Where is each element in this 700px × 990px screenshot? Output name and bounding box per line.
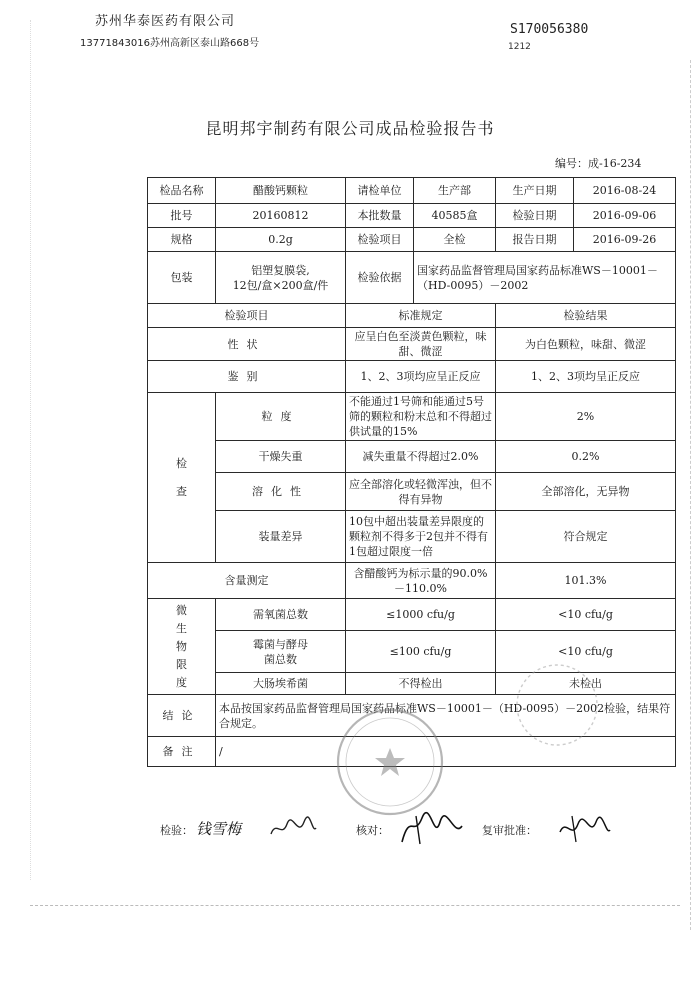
product-label: 检品名称 (148, 178, 216, 204)
mold-name-text: 霉菌与酵母菌总数 (253, 637, 308, 666)
check-group-label (148, 393, 216, 563)
report-date-label: 报告日期 (496, 228, 574, 252)
micro-group-label (148, 599, 216, 695)
scan-edge-line-right (690, 60, 692, 930)
tester-signature: 钱雪梅 (196, 820, 242, 838)
pack-line-2: 12包/盒×200盒/件 (232, 278, 329, 292)
batch-value: 20160812 (216, 204, 346, 228)
check-group-text: 检查 (176, 456, 187, 498)
approver-label: 复审批准： (482, 824, 537, 837)
solubility-standard: 应全部溶化或轻微浑浊，但不得有异物 (346, 473, 496, 511)
item-label: 检验项目 (346, 228, 414, 252)
ecoli-result: 未检出 (496, 673, 676, 695)
pack-label: 包装 (148, 252, 216, 304)
drying-result: 0.2% (496, 441, 676, 473)
granularity-result: 2% (496, 393, 676, 441)
sender-company: 苏州华泰医药有限公司 (95, 14, 236, 29)
approver-signature-scribble (556, 812, 612, 846)
pack-line-1: 铝塑复膜袋, (251, 263, 310, 277)
assay-standard: 含醋酸钙为标示量的90.0%－110.0% (346, 563, 496, 599)
aerobic-name: 需氧菌总数 (216, 599, 346, 631)
solubility-result: 全部溶化，无异物 (496, 473, 676, 511)
identify-name: 鉴别 (148, 361, 346, 393)
scan-edge-line (30, 905, 680, 906)
basis-value: 国家药品监督管理局国家药品标准WS－10001－（HD-0095）－2002 (414, 252, 676, 304)
tester-label: 检验： (160, 824, 193, 837)
granularity-name: 粒度 (216, 393, 346, 441)
report-title: 昆明邦宇制药有限公司成品检验报告书 (205, 119, 495, 138)
mold-name (216, 631, 346, 673)
test-date-value: 2016-09-06 (574, 204, 676, 228)
page-code: 1212 (508, 42, 531, 52)
assay-result: 101.3% (496, 563, 676, 599)
report-date-value: 2016-09-26 (574, 228, 676, 252)
drying-standard: 减失重量不得超过2.0% (346, 441, 496, 473)
doc-number: 编号：成-16-234 (555, 157, 642, 170)
identify-result: 1、2、3项均呈正反应 (496, 361, 676, 393)
aerobic-result: <10 cfu/g (496, 599, 676, 631)
micro-group-text: 微生物限度 (176, 603, 187, 689)
appearance-standard: 应呈白色至淡黄色颗粒，味甜、微涩 (346, 328, 496, 361)
drying-name: 干燥失重 (216, 441, 346, 473)
sender-phone-address: 13771843016苏州高新区泰山路668号 (80, 38, 260, 49)
fill-standard: 10包中超出装量差异限度的颗粒剂不得多于2包并不得有1包超过限度一倍 (346, 511, 496, 563)
scan-edge-line-left (30, 20, 32, 880)
pack-value (216, 252, 346, 304)
appearance-result: 为白色颗粒，味甜、微涩 (496, 328, 676, 361)
dept-label: 请检单位 (346, 178, 414, 204)
appearance-name: 性状 (148, 328, 346, 361)
conclusion-name: 结论 (148, 695, 216, 737)
fill-result: 符合规定 (496, 511, 676, 563)
granularity-standard: 不能通过1号筛和能通过5号筛的颗粒和粉末总和不得超过供试量的15% (346, 393, 496, 441)
col-item-header: 检验项目 (148, 304, 346, 328)
solubility-name: 溶化性 (216, 473, 346, 511)
faint-seal-icon (512, 660, 602, 750)
basis-label: 检验依据 (346, 252, 414, 304)
mold-standard: ≤100 cfu/g (346, 631, 496, 673)
ecoli-name: 大肠埃希菌 (216, 673, 346, 695)
mold-result: <10 cfu/g (496, 631, 676, 673)
company-seal-icon (330, 702, 450, 822)
remarks-name: 备注 (148, 737, 216, 767)
identify-standard: 1、2、3项均应呈正反应 (346, 361, 496, 393)
aerobic-standard: ≤1000 cfu/g (346, 599, 496, 631)
ecoli-standard: 不得检出 (346, 673, 496, 695)
dept-value: 生产部 (414, 178, 496, 204)
qty-label: 本批数量 (346, 204, 414, 228)
item-value: 全检 (414, 228, 496, 252)
spec-value: 0.2g (216, 228, 346, 252)
conclusion-text: 本品按国家药品监督管理局国家药品标准WS－10001－（HD-0095）－2002检验，结果符合规定。 (216, 695, 676, 737)
col-standard-header: 标准规定 (346, 304, 496, 328)
checker-label: 核对： (356, 824, 389, 837)
assay-name: 含量测定 (148, 563, 346, 599)
tester-signature-scribble (268, 816, 318, 842)
product-value: 醋酸钙颗粒 (216, 178, 346, 204)
serial-number: S170056380 (510, 22, 589, 37)
spec-label: 规格 (148, 228, 216, 252)
prod-date-label: 生产日期 (496, 178, 574, 204)
test-date-label: 检验日期 (496, 204, 574, 228)
fill-name: 装量差异 (216, 511, 346, 563)
batch-label: 批号 (148, 204, 216, 228)
qty-value: 40585盒 (414, 204, 496, 228)
prod-date-value: 2016-08-24 (574, 178, 676, 204)
remarks-text: / (216, 737, 676, 767)
col-result-header: 检验结果 (496, 304, 676, 328)
